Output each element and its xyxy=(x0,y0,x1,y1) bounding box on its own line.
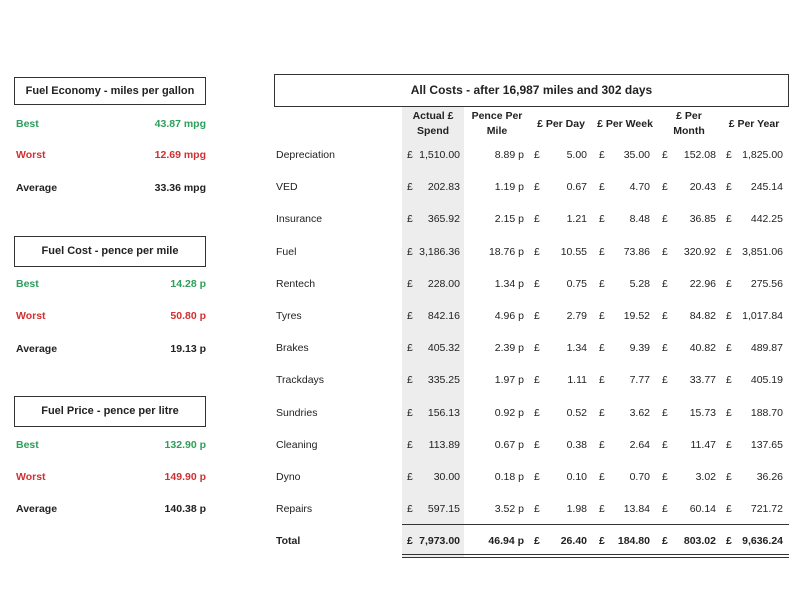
header-per-day: £ Per Day xyxy=(537,118,585,130)
fuel-cost-title: Fuel Cost - pence per mile xyxy=(14,236,206,267)
cell-actual: 597.15 xyxy=(427,503,460,515)
currency-symbol: £ xyxy=(534,213,540,225)
cell-month: 22.96 xyxy=(689,278,716,290)
cell-actual: 335.25 xyxy=(427,374,460,386)
currency-symbol: £ xyxy=(662,374,668,386)
currency-symbol: £ xyxy=(599,181,605,193)
fuel-economy-worst-value: 12.69 mpg xyxy=(154,149,206,161)
currency-symbol: £ xyxy=(534,246,540,258)
fuel-price-best-label: Best xyxy=(16,439,39,451)
currency-symbol: £ xyxy=(662,535,668,547)
currency-symbol: £ xyxy=(534,439,540,451)
currency-symbol: £ xyxy=(726,342,732,354)
cell-month: 60.14 xyxy=(689,503,716,515)
currency-symbol: £ xyxy=(534,535,540,547)
cell-actual: 7,973.00 xyxy=(419,535,460,547)
fuel-economy-worst-label: Worst xyxy=(16,149,46,161)
cell-week: 0.70 xyxy=(629,471,650,483)
currency-symbol: £ xyxy=(726,471,732,483)
row-label: Sundries xyxy=(276,407,318,419)
cell-week: 9.39 xyxy=(629,342,650,354)
cell-day: 0.38 xyxy=(566,439,587,451)
currency-symbol: £ xyxy=(534,342,540,354)
currency-symbol: £ xyxy=(599,246,605,258)
cell-actual: 113.89 xyxy=(428,439,460,451)
currency-symbol: £ xyxy=(662,213,668,225)
cell-ppm: 1.19 p xyxy=(494,181,524,193)
cell-year: 3,851.06 xyxy=(742,246,783,258)
cell-actual: 1,510.00 xyxy=(419,149,460,161)
cell-month: 20.43 xyxy=(689,181,716,193)
cell-year: 245.14 xyxy=(750,181,783,193)
currency-symbol: £ xyxy=(407,213,413,225)
cell-month: 803.02 xyxy=(683,535,716,547)
cell-week: 73.86 xyxy=(623,246,650,258)
fuel-cost-worst-value: 50.80 p xyxy=(170,310,206,322)
currency-symbol: £ xyxy=(407,374,413,386)
currency-symbol: £ xyxy=(726,181,732,193)
fuel-cost-average-value: 19.13 p xyxy=(170,343,206,355)
currency-symbol: £ xyxy=(662,439,668,451)
cell-year: 1,017.84 xyxy=(742,310,783,322)
currency-symbol: £ xyxy=(407,535,413,547)
row-label: Cleaning xyxy=(276,439,318,451)
cell-day: 1.98 xyxy=(566,503,587,515)
currency-symbol: £ xyxy=(407,246,413,258)
currency-symbol: £ xyxy=(599,310,605,322)
row-label: Repairs xyxy=(276,503,313,515)
currency-symbol: £ xyxy=(534,503,540,515)
currency-symbol: £ xyxy=(662,310,668,322)
cell-week: 3.62 xyxy=(629,407,650,419)
header-pence-per-mile: Pence Per Mile xyxy=(471,110,523,137)
cell-ppm: 8.89 p xyxy=(494,149,524,161)
currency-symbol: £ xyxy=(407,181,413,193)
currency-symbol: £ xyxy=(662,181,668,193)
row-label: Rentech xyxy=(276,278,316,290)
cell-week: 2.64 xyxy=(629,439,650,451)
header-per-year: £ Per Year xyxy=(728,118,780,130)
cell-ppm: 46.94 p xyxy=(488,535,524,547)
cell-year: 9,636.24 xyxy=(742,535,783,547)
currency-symbol: £ xyxy=(599,439,605,451)
cell-month: 152.08 xyxy=(683,149,716,161)
cell-year: 36.26 xyxy=(756,471,783,483)
row-label: Dyno xyxy=(276,471,301,483)
currency-symbol: £ xyxy=(407,471,413,483)
currency-symbol: £ xyxy=(407,310,413,322)
cell-actual: 3,186.36 xyxy=(419,246,460,258)
currency-symbol: £ xyxy=(662,278,668,290)
cell-week: 8.48 xyxy=(629,213,650,225)
currency-symbol: £ xyxy=(726,503,732,515)
currency-symbol: £ xyxy=(726,246,732,258)
row-label: Trackdays xyxy=(276,374,325,386)
cell-day: 5.00 xyxy=(566,149,587,161)
currency-symbol: £ xyxy=(726,278,732,290)
header-actual-spend: Actual £ Spend xyxy=(412,110,454,137)
cell-year: 275.56 xyxy=(750,278,783,290)
cell-ppm: 18.76 p xyxy=(488,246,524,258)
currency-symbol: £ xyxy=(599,278,605,290)
total-bottom-rule-2 xyxy=(402,557,789,558)
currency-symbol: £ xyxy=(534,149,540,161)
currency-symbol: £ xyxy=(662,471,668,483)
currency-symbol: £ xyxy=(534,407,540,419)
currency-symbol: £ xyxy=(726,310,732,322)
currency-symbol: £ xyxy=(407,439,413,451)
fuel-price-average-label: Average xyxy=(16,503,58,515)
total-top-rule xyxy=(402,524,789,525)
cell-actual: 156.13 xyxy=(427,407,460,419)
cell-actual: 842.16 xyxy=(427,310,460,322)
currency-symbol: £ xyxy=(534,374,540,386)
currency-symbol: £ xyxy=(599,503,605,515)
cell-actual: 228.00 xyxy=(427,278,460,290)
currency-symbol: £ xyxy=(662,342,668,354)
cell-year: 442.25 xyxy=(750,213,783,225)
cell-year: 489.87 xyxy=(750,342,783,354)
row-label: Insurance xyxy=(276,213,323,225)
fuel-economy-title: Fuel Economy - miles per gallon xyxy=(14,77,206,105)
currency-symbol: £ xyxy=(726,439,732,451)
row-label: Tyres xyxy=(276,310,302,322)
currency-symbol: £ xyxy=(599,535,605,547)
cell-year: 188.70 xyxy=(750,407,783,419)
cell-ppm: 0.92 p xyxy=(494,407,524,419)
fuel-cost-best-label: Best xyxy=(16,278,39,290)
currency-symbol: £ xyxy=(534,181,540,193)
currency-symbol: £ xyxy=(599,471,605,483)
fuel-economy-average-value: 33.36 mpg xyxy=(154,182,206,194)
currency-symbol: £ xyxy=(407,407,413,419)
cell-month: 11.47 xyxy=(690,439,716,451)
cell-month: 15.73 xyxy=(689,407,716,419)
currency-symbol: £ xyxy=(726,374,732,386)
currency-symbol: £ xyxy=(599,342,605,354)
row-label: Brakes xyxy=(276,342,309,354)
fuel-economy-best-label: Best xyxy=(16,118,39,130)
currency-symbol: £ xyxy=(726,407,732,419)
cell-day: 0.52 xyxy=(566,407,587,419)
cell-ppm: 3.52 p xyxy=(494,503,524,515)
cell-day: 1.34 xyxy=(566,342,587,354)
actual-spend-column-shade xyxy=(402,107,464,557)
header-per-month: £ Per Month xyxy=(673,110,705,137)
cell-month: 33.77 xyxy=(689,374,716,386)
currency-symbol: £ xyxy=(534,278,540,290)
cell-week: 35.00 xyxy=(623,149,650,161)
fuel-cost-best-value: 14.28 p xyxy=(170,278,206,290)
fuel-economy-average-label: Average xyxy=(16,182,58,194)
cell-day: 2.79 xyxy=(566,310,587,322)
currency-symbol: £ xyxy=(599,407,605,419)
fuel-price-title: Fuel Price - pence per litre xyxy=(14,396,206,427)
cell-ppm: 0.67 p xyxy=(494,439,524,451)
cell-week: 13.84 xyxy=(623,503,650,515)
cell-year: 1,825.00 xyxy=(742,149,783,161)
total-row-label: Total xyxy=(276,535,301,547)
currency-symbol: £ xyxy=(407,342,413,354)
cell-year: 721.72 xyxy=(750,503,783,515)
row-label: VED xyxy=(276,181,298,193)
fuel-price-worst-value: 149.90 p xyxy=(164,471,206,483)
fuel-economy-best-value: 43.87 mpg xyxy=(154,118,206,130)
cell-week: 5.28 xyxy=(629,278,650,290)
currency-symbol: £ xyxy=(534,471,540,483)
cell-month: 40.82 xyxy=(689,342,716,354)
cell-actual: 30.00 xyxy=(433,471,460,483)
cell-week: 19.52 xyxy=(623,310,650,322)
fuel-cost-worst-label: Worst xyxy=(16,310,46,322)
cell-day: 0.75 xyxy=(566,278,587,290)
cell-month: 320.92 xyxy=(683,246,716,258)
currency-symbol: £ xyxy=(407,149,413,161)
row-label: Depreciation xyxy=(276,149,335,161)
cell-ppm: 0.18 p xyxy=(494,471,524,483)
cell-month: 36.85 xyxy=(689,213,716,225)
fuel-cost-average-label: Average xyxy=(16,343,58,355)
cell-day: 26.40 xyxy=(560,535,587,547)
currency-symbol: £ xyxy=(534,310,540,322)
currency-symbol: £ xyxy=(407,503,413,515)
cell-ppm: 1.97 p xyxy=(494,374,524,386)
cell-ppm: 4.96 p xyxy=(494,310,524,322)
fuel-price-worst-label: Worst xyxy=(16,471,46,483)
fuel-price-average-value: 140.38 p xyxy=(164,503,206,515)
cell-ppm: 1.34 p xyxy=(494,278,524,290)
currency-symbol: £ xyxy=(662,149,668,161)
total-bottom-rule-1 xyxy=(402,554,789,555)
cell-week: 184.80 xyxy=(617,535,650,547)
currency-symbol: £ xyxy=(599,213,605,225)
cell-actual: 202.83 xyxy=(427,181,460,193)
cell-day: 1.21 xyxy=(566,213,587,225)
cell-month: 84.82 xyxy=(689,310,716,322)
currency-symbol: £ xyxy=(662,503,668,515)
currency-symbol: £ xyxy=(726,213,732,225)
cell-ppm: 2.15 p xyxy=(494,213,524,225)
currency-symbol: £ xyxy=(726,149,732,161)
cell-year: 405.19 xyxy=(750,374,783,386)
currency-symbol: £ xyxy=(599,149,605,161)
cell-day: 0.67 xyxy=(566,181,587,193)
cell-day: 0.10 xyxy=(566,471,587,483)
currency-symbol: £ xyxy=(599,374,605,386)
cell-ppm: 2.39 p xyxy=(494,342,524,354)
cell-actual: 405.32 xyxy=(427,342,460,354)
cell-week: 4.70 xyxy=(629,181,650,193)
row-label: Fuel xyxy=(276,246,297,258)
cell-month: 3.02 xyxy=(695,471,716,483)
all-costs-title: All Costs - after 16,987 miles and 302 days xyxy=(274,74,789,107)
fuel-price-best-value: 132.90 p xyxy=(164,439,206,451)
currency-symbol: £ xyxy=(726,535,732,547)
cell-week: 7.77 xyxy=(629,374,650,386)
currency-symbol: £ xyxy=(662,246,668,258)
currency-symbol: £ xyxy=(407,278,413,290)
header-per-week: £ Per Week xyxy=(597,118,653,130)
cell-day: 1.11 xyxy=(567,374,587,386)
cell-actual: 365.92 xyxy=(427,213,460,225)
cell-day: 10.55 xyxy=(560,246,587,258)
cell-year: 137.65 xyxy=(750,439,783,451)
currency-symbol: £ xyxy=(662,407,668,419)
